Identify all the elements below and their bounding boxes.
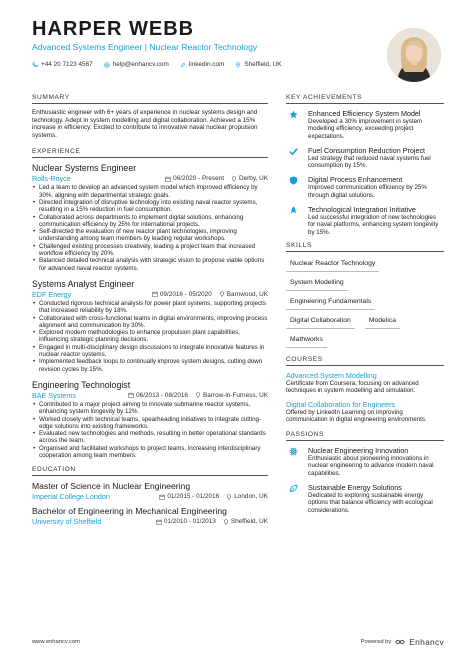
location-icon	[226, 494, 232, 500]
job-entry	[32, 279, 268, 373]
achievement-desc: Improved communication efficiency by 25% through digital solutions.	[308, 184, 427, 199]
passion-desc: Enthusiastic about pioneering innovations in nuclear engineering to advance modern naval capabilities.	[308, 455, 434, 477]
bullet: • Collaborated with cross-functional teams in digital environments, improving process alignment and communication by 30%.	[32, 315, 268, 330]
brand-name: Enhancv	[409, 637, 444, 647]
location-icon	[235, 62, 241, 68]
job-bullets	[32, 300, 268, 373]
course-title: Advanced System Modelling	[286, 370, 377, 380]
bullet: • Worked closely with technical teams, spearheading initiatives to integrate cutting-edge solutions into existing frameworks.	[32, 416, 268, 431]
education-entry	[32, 481, 268, 501]
phone-icon	[32, 62, 38, 68]
bullet: • Explored modern methodologies to enhance propulsion plant capabilities, influencing strategic planning decisions.	[32, 329, 268, 344]
contact-linkedin[interactable]	[180, 61, 225, 68]
job-meta	[32, 290, 268, 299]
job-meta	[32, 174, 268, 183]
passions-section	[286, 431, 444, 514]
contact-bar	[32, 61, 372, 68]
leaf-icon	[289, 484, 298, 493]
star-icon	[289, 110, 298, 119]
skill-tag: Nuclear Reactor Technology	[286, 257, 379, 272]
skills-section	[286, 242, 444, 348]
education-meta	[32, 517, 268, 526]
course-desc: Offered by LinkedIn Learning on improving communication in digital engineering environments.	[286, 408, 427, 423]
profile-photo	[387, 28, 441, 82]
job-location	[195, 391, 268, 400]
contact-linkedin-text: linkedin.com	[188, 61, 225, 68]
shield-icon	[289, 176, 298, 185]
education-meta	[32, 492, 268, 501]
location-icon	[231, 176, 237, 182]
job-location	[231, 174, 268, 183]
section-title-experience: EXPERIENCE	[32, 148, 268, 158]
education-dates-text: 01/2010 - 01/2013	[163, 518, 216, 526]
education-dates-text: 01/2015 - 01/2016	[167, 493, 220, 501]
contact-phone-text: +44 20 7123 4567	[41, 61, 93, 68]
courses-section	[286, 356, 444, 423]
right-column	[286, 94, 444, 520]
summary-text: Enthusiastic engineer with 6+ years of experience in nuclear systems design and technology. Adept in system modelling and digital collaboration. Achieved a 15% increase in efficiency. Excited to contribute to innovative naval nuclear propulsion systems.	[32, 109, 258, 139]
calendar-icon	[159, 494, 165, 500]
page-footer	[32, 637, 444, 647]
skill-tag: Modelica	[365, 314, 400, 329]
contact-location	[235, 61, 281, 68]
school-name: University of Sheffield	[32, 517, 102, 527]
education-section	[32, 466, 268, 526]
education-location-text: London, UK	[234, 493, 268, 501]
job-entry	[32, 380, 268, 459]
calendar-icon	[128, 392, 134, 398]
bullet: • Directed integration of disruptive technology into existing naval reactor systems, resulting in a 15% reduction in fuel consumption.	[32, 199, 268, 214]
course-title: Digital Collaboration for Engineers	[286, 399, 396, 409]
footer-website[interactable]: www.enhancv.com	[32, 639, 80, 645]
education-entry	[32, 506, 268, 526]
location-icon	[219, 291, 225, 297]
job-meta	[32, 391, 268, 400]
bullet: • Collaborated across departments to implement digital solutions, enhancing communication efficiency by 25% for international projects.	[32, 214, 268, 229]
achievement-title: Technological Integration Initiative	[308, 205, 416, 215]
job-dates-text: 06/2013 - 08/2016	[136, 391, 188, 399]
achievement-title: Enhanced Efficiency System Model	[308, 109, 421, 118]
course-desc: Certificate from Coursera, focusing on advanced techniques in system modelling and simulation.	[286, 379, 419, 395]
achievement-title: Fuel Consumption Reduction Project	[308, 145, 426, 155]
job-company: Rolls-Royce	[32, 174, 71, 184]
job-dates	[128, 391, 188, 400]
job-title: Nuclear Systems Engineer	[32, 163, 137, 174]
contact-phone	[32, 61, 93, 68]
achievement-item	[286, 146, 444, 170]
achievement-item	[286, 205, 444, 236]
achievements-section	[286, 94, 444, 236]
passion-item	[286, 446, 444, 477]
section-title-summary: SUMMARY	[32, 94, 268, 104]
skill-tag: Engineering Fundamentals	[286, 295, 375, 310]
resume-header	[32, 18, 372, 68]
achievement-item	[286, 175, 444, 199]
contact-email[interactable]	[104, 61, 169, 68]
education-dates	[159, 492, 219, 501]
education-location	[226, 492, 268, 501]
skill-tag: Mathworks	[286, 333, 327, 348]
skill-tag: System Modelling	[286, 276, 348, 291]
calendar-icon	[152, 291, 158, 297]
job-bullets	[32, 184, 268, 272]
atom-icon	[289, 447, 298, 456]
location-icon	[223, 519, 229, 525]
job-dates	[165, 174, 224, 183]
bullet: • Self-directed the evaluation of new reactor plant technologies, improving understanding among team members by leading regular workshops.	[32, 228, 268, 243]
skills-list	[286, 257, 444, 348]
rocket-icon	[289, 206, 298, 215]
left-column	[32, 94, 268, 531]
bullet: • Organised and facilitated workshops to project teams, increasing interdisciplinary cooperation among team members.	[32, 445, 268, 460]
job-dates	[152, 290, 212, 299]
section-title-skills: SKILLS	[286, 242, 444, 252]
job-entry	[32, 163, 268, 272]
summary-section	[32, 94, 268, 139]
job-company: EDF Energy	[32, 289, 72, 299]
job-company: BAE Systems	[32, 390, 76, 400]
achievement-desc: Led strategy that reduced naval systems fuel consumption by 15%.	[308, 154, 431, 170]
job-title: Engineering Technologist	[32, 379, 131, 390]
bullet: • Engaged in multi-disciplinary design discussions to integrate innovative features in nuclear reactor systems.	[32, 344, 268, 359]
achievement-desc: Led successful integration of new technologies for naval platforms, enhancing system longevity by 15%.	[308, 214, 439, 236]
contact-email-text: help@enhancv.com	[112, 61, 169, 68]
job-bullets	[32, 401, 268, 459]
degree-title: Master of Science in Nuclear Engineering	[32, 481, 191, 492]
link-icon	[180, 62, 186, 68]
course-item	[286, 400, 444, 424]
school-name: Imperial College London	[32, 492, 110, 502]
passion-desc: Dedicated to exploring sustainable energy options that balance efficiency with ecological considerations.	[308, 492, 433, 514]
candidate-name: HARPER WEBB	[32, 18, 195, 40]
passion-item	[286, 483, 444, 514]
job-location-text: Derby, UK	[238, 175, 268, 183]
job-location-text: Barnwood, UK	[226, 290, 268, 298]
candidate-role: Advanced Systems Engineer | Nuclear Reactor Technology	[32, 42, 258, 52]
job-location-text: Barrow-in-Furness, UK	[203, 391, 268, 399]
section-title-passions: PASSIONS	[286, 431, 444, 441]
bullet: • Balanced detailed technical analysis with strategic vision to propose viable options for advanced naval reactor systems.	[32, 257, 268, 272]
achievement-item	[286, 109, 444, 140]
bullet: • Led a team to develop an advanced system model which improved efficiency by 30%, aligning with departmental strategic goals.	[32, 184, 268, 199]
location-icon	[195, 392, 201, 398]
job-dates-text: 06/2020 - Present	[173, 175, 224, 183]
bullet: • Contributed to a major project aiming to innovate submarine reactor systems, enhancing system longevity by 12%.	[32, 401, 268, 416]
bullet: • Challenged existing processes creatively, leading a project team that increased workflow efficiency by 20%.	[32, 243, 268, 258]
passion-title: Nuclear Engineering Innovation	[308, 446, 409, 456]
powered-by-label: Powered by	[360, 639, 392, 645]
section-title-achievements: KEY ACHIEVEMENTS	[286, 94, 444, 104]
job-location	[219, 290, 268, 299]
enhancv-logo-icon	[395, 638, 405, 646]
bullet: • Implemented feedback loops to continually improve system designs, cutting down revision cycles by 15%.	[32, 358, 268, 373]
education-location-text: Sheffield, UK	[230, 518, 268, 526]
checkmark-icon	[289, 147, 298, 156]
achievement-title: Digital Process Enhancement	[308, 175, 403, 185]
calendar-icon	[156, 519, 162, 525]
footer-brand	[361, 637, 444, 647]
section-title-education: EDUCATION	[32, 466, 268, 476]
section-title-courses: COURSES	[286, 356, 444, 366]
calendar-icon	[165, 176, 171, 182]
skill-tag: Digital Collaboration	[286, 314, 355, 329]
education-dates	[156, 517, 216, 526]
achievement-desc: Developed a 30% improvement in system modelling efficiency, exceeding project expectations.	[308, 118, 423, 140]
passion-title: Sustainable Energy Solutions	[308, 483, 402, 493]
bullet: • Evaluated new technologies and methods, resulting in better operational standards across the team.	[32, 430, 268, 445]
education-location	[223, 517, 268, 526]
course-item	[286, 371, 444, 395]
job-dates-text: 09/2016 - 05/2020	[159, 290, 212, 298]
bullet: • Conducted rigorous technical analysis for power plant systems, supporting projects that increased reliability by 18%.	[32, 300, 268, 315]
experience-section	[32, 148, 268, 459]
degree-title: Bachelor of Engineering in Mechanical Engineering	[32, 506, 227, 517]
job-title: Systems Analyst Engineer	[32, 278, 135, 289]
at-icon	[104, 62, 110, 68]
contact-location-text: Sheffield, UK	[244, 61, 282, 68]
